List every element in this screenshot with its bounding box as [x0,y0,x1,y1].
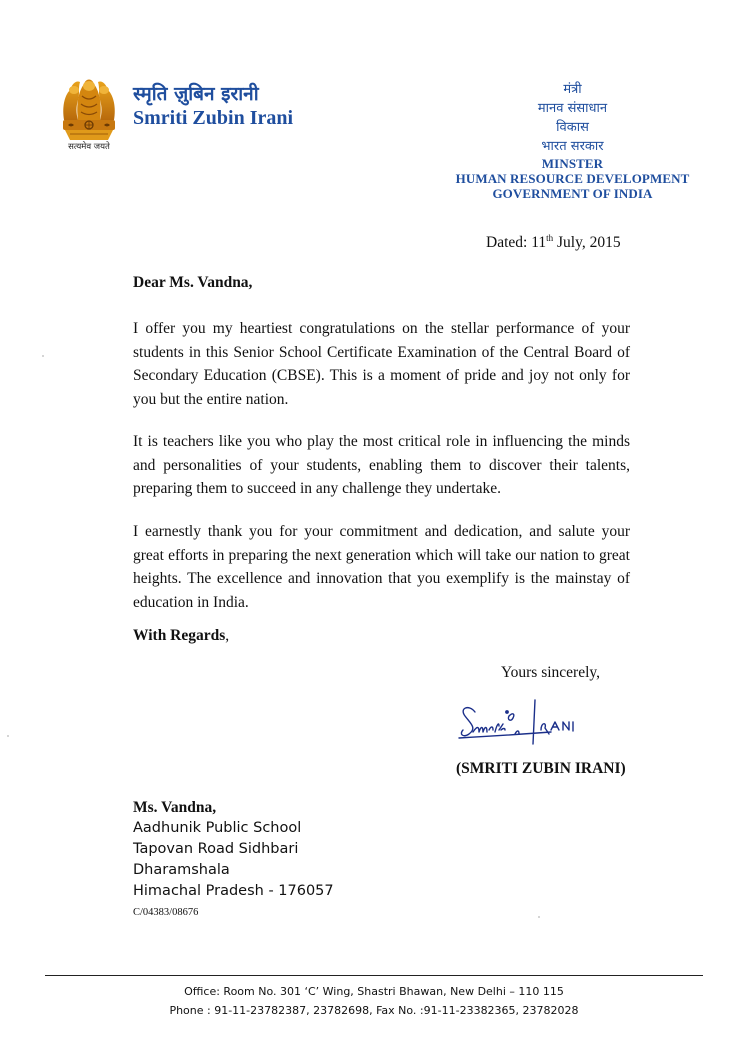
footer-office: Office: Room No. 301 ‘C’ Wing, Shastri Bhawan, New Delhi – 110 115 [184,985,564,998]
date-ordinal: th [546,233,554,243]
body-paragraph: It is teachers like you who play the most critical role in influencing the minds and personalities of your students, enabling them to discover their talents, preparing them to succeed in any challenge they undertake. [133,433,630,497]
designation-block [455,80,690,201]
footer [45,982,703,1020]
designation-hindi-line: भारत सरकार [541,139,604,154]
scan-speck [538,916,540,918]
body-paragraph: I earnestly thank you for your commitment and dedication, and salute your great efforts in preparing the next generation which will take our nation to great heights. The excellence and innovation that you exemplify is the mainstay of education in India. [133,523,630,611]
signatory-name: (SMRITI ZUBIN IRANI) [456,760,626,777]
date-suffix: July, 2015 [553,234,621,251]
address-line: Aadhunik Public School [133,820,302,836]
sender-name-english: Smriti Zubin Irani [133,107,294,129]
date-prefix: Dated: 11 [486,234,547,251]
closing: Yours sincerely, [501,664,601,681]
handwritten-signature [455,690,605,750]
designation-english-line: HUMAN RESOURCE DEVELOPMENT [455,171,690,186]
designation-hindi-line: विकास [556,120,589,135]
recipient-address [133,797,334,902]
address-line: Dharamshala [133,862,230,878]
salutation: Dear Ms. Vandna, [133,274,253,291]
scan-speck [7,735,9,737]
letter-date [486,233,621,252]
designation-english-line: GOVERNMENT OF INDIA [492,186,653,201]
address-line: Himachal Pradesh - 176057 [133,883,334,899]
designation-english-line: MINSTER [541,156,604,171]
emblem-motto: सत्यमेव जयते [68,142,110,152]
designation-hindi-line: मंत्री [563,82,582,97]
designation-hindi-line: मानव संसाधान [537,101,608,116]
regards-punct: , [225,627,230,644]
regards [133,627,229,645]
reference-number: C/04383/08676 [133,907,199,918]
scan-speck [42,355,44,357]
body-paragraph: I offer you my heartiest congratulations on the stellar performance of your students in this Senior School Certificate Examination of the Central Board of Secondary Education (CBSE). This is a moment of pride and joy not only for you but the entire nation. [133,320,630,408]
recipient-name: Ms. Vandna, [133,799,217,816]
address-line: Tapovan Road Sidhbari [133,841,299,857]
regards-text: With Regards [133,627,226,644]
footer-phone: Phone : 91-11-23782387, 23782698, Fax No. :91-11-23382365, 23782028 [169,1004,579,1017]
sender-name-hindi: स्मृति ज़ुबिन इरानी [133,83,259,105]
footer-divider [45,975,703,976]
